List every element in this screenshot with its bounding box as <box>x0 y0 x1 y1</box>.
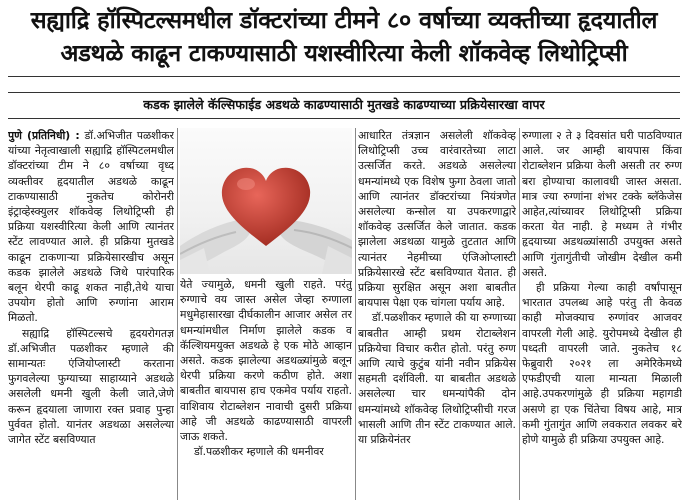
headline <box>6 4 682 70</box>
subheadline: कडक झालेले कॅल्सिफाईड अडथळे काढण्यासाठी मुतखडे काढण्याच्या प्रक्रियेसारखा वापर <box>143 97 545 112</box>
column-divider <box>519 128 520 500</box>
col2-para-1: येते ज्यामुळे, धमनी खुली राहते. परंतु रुग्णाचे वय जास्त असेल जेव्हा रुग्णाला मधुमेहासारखा दीर्घकालीन आजार असेल तर धमन्यांमधील निर्माण झालेले कडक व कॅल्शियमयुक्त अडथळे हे एक मोठे आव्हान असते. कडक झालेल्या अडथळ्यांमुळे बलून थेरपी प्रक्रिया करणे कठीण होते. अशा बाबतीत बायपास हाच एकमेव पर्याय राहतो. वाशिवाय रोटाब्लेशन नावाची दुसरी प्रक्रिया आहे जी अडथळे काढण्यासाठी वापरली जाऊ शकते. <box>180 278 352 444</box>
article-photo <box>180 128 352 274</box>
column-divider <box>355 128 356 500</box>
divider-top <box>8 76 680 77</box>
col2-para-2: डॉ.पळशीकर म्हणाले की धमनीवर <box>194 445 324 459</box>
col4-para-2: ही प्रक्रिया गेल्या काही वर्षांपासून भारतात उपलब्ध आहे परंतु ती केवळ काही मोजक्याच रुग्णांवर आजवर वापरली गेली आहे. युरोपमध्ये देखील ही पध्दती वापरली जाते. नुकतेच १८ फेब्रुवारी २०२१ ला अमेरिकेमध्ये एफडीएची याला मान्यता मिळाली आहे.उपकरणांमुळे ही प्रक्रिया महागडी असणे हा एक चिंतेचा विषय आहे, मात्र कमी गुंतागुंत आणि लवकरात लवकर बरे होणे यामुळे ही प्रक्रिया उपयुक्त आहे. <box>522 281 682 447</box>
article-column-3 <box>358 128 516 500</box>
heart-in-hands-icon <box>180 128 352 274</box>
article-column-4 <box>522 128 682 500</box>
col1-para-1: डॉ.अभिजीत पळशीकर यांच्या नेतृत्वाखाली सह्याद्रि हॉस्पिटलमधील डॉक्टरांच्या टीम ने ८० वर्षाच्या वृध्द व्यक्तीवर हृदयातील अडथळे काढून टाकण्यासाठी नुकतेच कोरोनरी इंट्राव्हेस्क्युलर शॉकवेव्ह लिथोट्रिप्सी ही प्रक्रिया यशस्वीरित्या केली आणि त्यानंतर स्टेंट लावण्यात आले. ही प्रक्रिया मुतखडे काढून टाकणार्‍या प्रक्रियेसारखीच असून कडक झालेले अडथळे जिथे पारंपारिक बलून थेरपी काढू शकत नाही,तेथे याचा उपयोग होतो आणि रुग्णांना आराम मिळतो. <box>8 129 174 325</box>
article-column-1 <box>8 128 174 500</box>
col3-para-2: डॉ.पळशीकर म्हणाले की या रुग्णाच्या बाबतीत आम्ही प्रथम रोटाब्लेशन प्रक्रियेचा विचार करीत होतो. परंतु रुग्ण आणि त्याचे कुटुंब यांनी नवीन प्रक्रियेस सहमती दर्शविली. या बाबतीत अडथळे असलेल्या चार धमन्यांपैकी दोन धमन्यांमध्ये शॉकवेव्ह लिथोट्रिप्सीची गरज भासली आणि तीन स्टेंट टाकण्यात आले. या प्रक्रियेनंतर <box>358 311 516 447</box>
col4-para-1: रुग्णाला २ ते ३ दिवसांत घरी पाठविण्यात आले. जर आम्ही बायपास किंवा रोटाब्लेशन प्रक्रिया केली असती तर रुग्ण बरा होण्याचा कालावधी जास्त असता. मात्र ज्या रुग्णांना शंभर टक्के ब्लॅकेजेस आहेत,त्यांच्यावर लिथोट्रिप्सी प्रक्रिया करता येत नाही. हे मध्यम ते गंभीर हृदयाच्या अडथळ्यांसाठी उपयुक्त असते आणि गुंतागुंतीची जोखीम देखील कमी असते. <box>522 129 682 279</box>
article-column-2 <box>180 277 352 500</box>
column-divider <box>177 128 178 500</box>
divider-mid <box>8 92 680 93</box>
headline-line-1: सह्याद्रि हॉस्पिटल्समधील डॉक्टरांच्या टीमने ८० वर्षाच्या व्यक्तीच्या हृदयातील <box>30 6 658 34</box>
col3-para-1: आधारित तंत्रज्ञान असलेली शॉकवेव्ह लिथोट्रिप्सी उच्च वारंवारतेच्या लाटा उत्सर्जित करते. अडथळे असलेल्या धमन्यांमध्ये एक विशेष फुगा ठेवला जातो आणि त्यानंतर डॉक्टरांच्या नियंत्रणेत असलेल्या कन्सोल या उपकरणाद्वारे शॉकवेव्ह उत्सर्जित केले जातात. कडक झालेला अडथळा यामुळे तुटतात आणि त्यानंतर नेहमीच्या एंजिओप्लास्टी प्रक्रियेसारखे स्टेंट बसविण्यात येतात. ही प्रक्रिया सुरक्षित असून अशा बाबतीत बायपास पेक्षा एक चांगला पर्याय आहे. <box>358 129 516 310</box>
dateline: पुणे (प्रतिनिधी) : <box>8 129 80 142</box>
headline-line-2: अडथळे काढून टाकण्यासाठी यशस्वीरित्या केली शॉकवेव्ह लिथोट्रिप्सी <box>60 39 628 67</box>
col1-para-2: सह्याद्रि हॉस्पिटल्सचे हृदयरोगतज्ञ डॉ.अभिजीत पळशीकर म्हणाले की सामान्यतः एंजियोप्लास्टी करताना फुगवलेल्या फुग्याच्या साहाय्याने अडथळे असलेली धमनी खुली केली जाते,जेणे करून हृदयाला जाणारा रक्त प्रवाह पुन्हा पुर्ववत होतो. यानंतर अडथळा असलेल्या जागेत स्टेंट बसविण्यात <box>8 326 174 447</box>
divider-bottom <box>8 118 680 119</box>
